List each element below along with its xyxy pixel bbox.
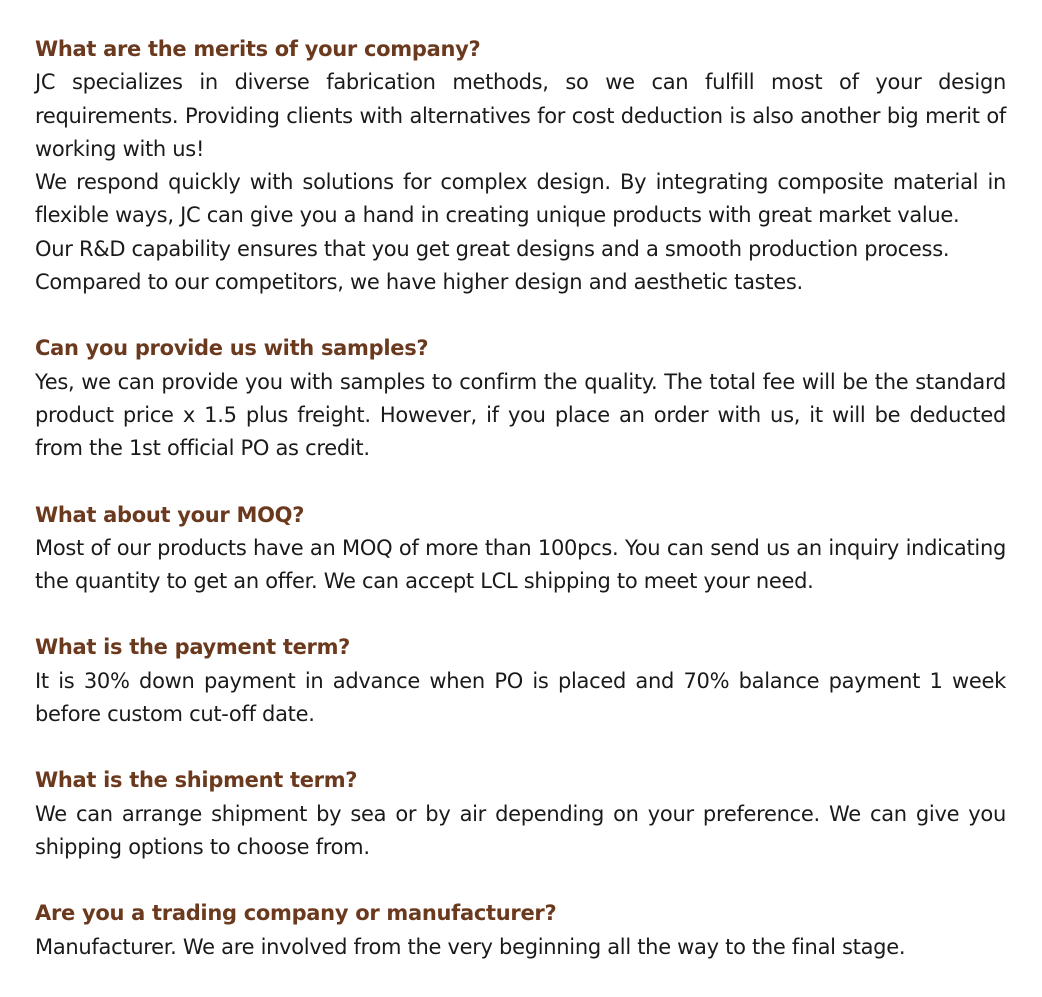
answer-paragraph: Compared to our competitors, we have higher design and aesthetic tastes.	[35, 270, 803, 295]
faq-list	[35, 33, 1006, 997]
answer-paragraph: Manufacturer. We are involved from the very beginning all the way to the final stage.	[35, 934, 906, 959]
answer-paragraph: JC specializes in diverse fabrication methods, so we can fulfill most of your design requirements. Providing clients with alternatives for cost deduction is also another big merit of working with us!	[35, 70, 1006, 161]
faq-question: What are the merits of your company?	[35, 37, 481, 61]
faq-item-samples	[35, 332, 1006, 465]
answer-paragraph: Yes, we can provide you with samples to confirm the quality. The total fee will be the standard product price x 1.5 plus freight. However, if you place an order with us, it will be deducted from the 1st official PO as credit.	[35, 369, 1006, 461]
faq-question: What is the payment term?	[35, 635, 351, 660]
faq-answer	[35, 665, 1006, 732]
faq-item-company-type	[35, 897, 1006, 964]
faq-answer	[35, 532, 1006, 599]
answer-paragraph: We respond quickly with solutions for complex design. By integrating composite material in flexible ways, JC can give you a hand in creating unique products with great market value.	[35, 170, 1006, 228]
faq-answer	[35, 66, 1006, 299]
faq-question: What about your MOQ?	[35, 502, 305, 527]
faq-answer	[35, 798, 1006, 865]
faq-answer	[35, 366, 1006, 466]
faq-question: Can you provide us with samples?	[35, 336, 429, 361]
answer-paragraph: We can arrange shipment by sea or by air depending on your preference. We can give you shipping options to choose from.	[35, 801, 1006, 859]
answer-paragraph: Most of our products have an MOQ of more than 100pcs. You can send us an inquiry indicating the quantity to get an offer. We can accept LCL shipping to meet your need.	[35, 535, 1006, 594]
faq-item-shipment	[35, 764, 1006, 864]
faq-answer	[35, 931, 1006, 964]
faq-question: What is the shipment term?	[35, 768, 358, 793]
faq-item-moq	[35, 499, 1006, 599]
answer-paragraph: Our R&D capability ensures that you get great designs and a smooth production process.	[35, 236, 950, 261]
faq-question: Are you a trading company or manufacturer?	[35, 901, 557, 926]
faq-item-merits	[35, 33, 1006, 299]
answer-paragraph: It is 30% down payment in advance when PO is placed and 70% balance payment 1 week before custom cut-off date.	[35, 668, 1006, 727]
faq-item-payment	[35, 631, 1006, 731]
